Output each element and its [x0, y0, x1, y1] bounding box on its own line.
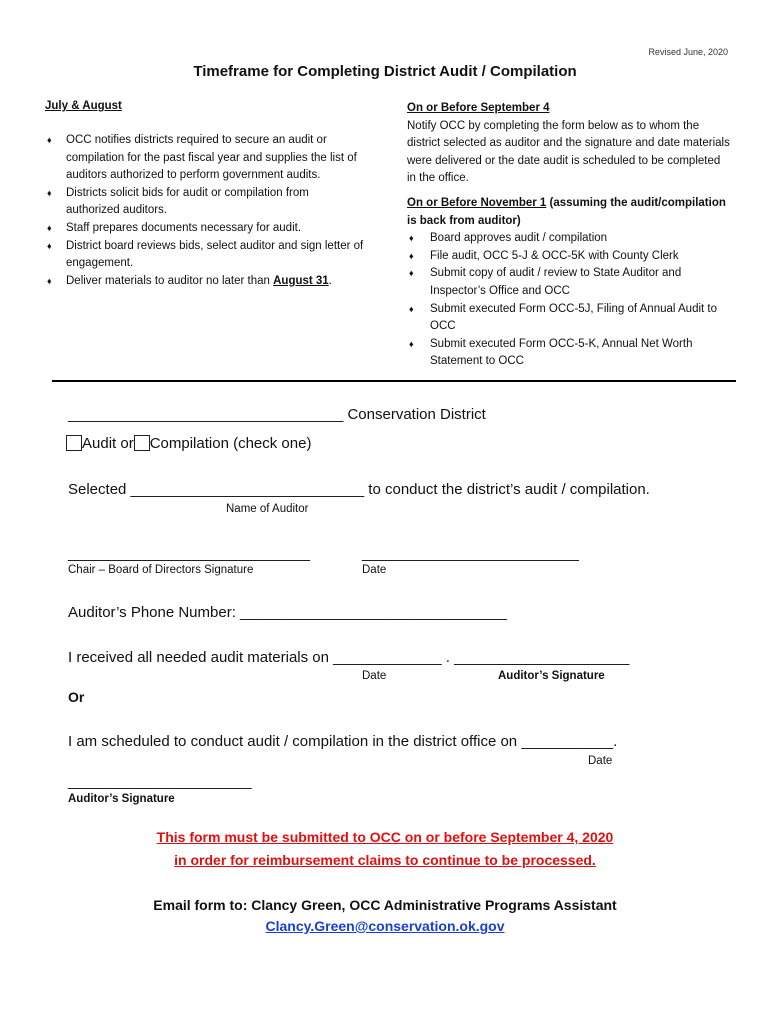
heading-2-date: On or Before November 1 [407, 196, 547, 209]
received-separator: . [441, 649, 455, 666]
phone-label: Auditor’s Phone Number: [68, 604, 241, 621]
list-item: ♦ Submit copy of audit / review to State Auditor and Inspector’s Office and OCC [407, 265, 732, 300]
list-item: ♦ Submit executed Form OCC-5J, Filing of Annual Audit to OCC [407, 301, 732, 336]
email-link[interactable]: Clancy.Green@conservation.ok.gov [265, 918, 505, 934]
email-instruction: Email form to: Clancy Green, OCC Administrative Programs Assistant [153, 897, 617, 913]
audit-checkbox[interactable] [66, 435, 82, 451]
list-item: ♦ Board approves audit / compilation [407, 230, 732, 248]
deadline-notice-line-2: in order for reimbursement claims to continue to be processed. [174, 852, 596, 868]
auditor-signature-label: Auditor’s Signature [68, 793, 175, 805]
scheduled-date-field[interactable]: ___________ [521, 733, 614, 750]
list-item: ♦ File audit, OCC 5-J & OCC-5K with County Clerk [407, 248, 732, 266]
list-item: ♦ Submit executed Form OCC-5-K, Annual Net Worth Statement to OCC [407, 336, 732, 371]
district-name-field[interactable]: _________________________________ [68, 406, 344, 423]
heading-2-rest: (assuming the audit/compilation is back from auditor) [407, 196, 726, 227]
deadline-notice-line-1: This form must be submitted to OCC on or before September 4, 2020 [156, 829, 614, 845]
right-heading-2 [407, 195, 732, 230]
chair-signature-label: Chair – Board of Directors Signature [68, 564, 254, 576]
chair-signature-field[interactable]: _____________________________ [68, 545, 310, 562]
auditor-name-field[interactable]: ____________________________ [130, 481, 365, 498]
list-item: ♦ District board reviews bids, select auditor and sign letter of engagement. [45, 238, 365, 273]
left-bullet-list [45, 132, 365, 290]
chair-date-label: Date [362, 564, 387, 576]
right-column [407, 100, 732, 371]
scheduled-end: . [613, 733, 618, 750]
deadline-date: August 31 [273, 274, 329, 287]
list-item: ♦ OCC notifies districts required to secure an audit or compilation for the past fiscal year and supplies the list of auditors authorized to perform government audits. [45, 132, 365, 185]
received-signature-label: Auditor’s Signature [498, 670, 605, 682]
list-item-text: Deliver materials to auditor no later than [66, 274, 270, 287]
list-item [45, 273, 365, 291]
name-of-auditor-label: Name of Auditor [226, 503, 309, 515]
compilation-checkbox[interactable] [134, 435, 150, 451]
type-row [66, 435, 311, 452]
or-label: Or [68, 689, 85, 705]
phone-row [68, 604, 507, 621]
left-heading: July & August [45, 100, 122, 112]
scheduled-date-label: Date [588, 755, 613, 767]
selected-prefix: Selected [68, 481, 131, 498]
received-date-label: Date [362, 670, 387, 682]
page-title: Timeframe for Completing District Audit / Compilation [193, 63, 577, 80]
chair-date-field[interactable]: __________________________ [362, 545, 579, 562]
left-column [45, 100, 365, 290]
received-signature-field[interactable]: _____________________ [454, 649, 630, 666]
scheduled-text: I am scheduled to conduct audit / compilation in the district office on [68, 733, 522, 750]
list-item: ♦ Staff prepares documents necessary for audit. [45, 220, 365, 238]
right-paragraph: Notify OCC by completing the form below as to whom the district selected as auditor and the signature and date materials were delivered or the date audit is scheduled to be completed in the office. [407, 119, 730, 185]
right-heading-1: On or Before September 4 [407, 102, 550, 114]
received-row [68, 649, 629, 666]
selected-suffix: to conduct the district’s audit / compilation. [364, 481, 650, 498]
selected-row [68, 481, 650, 498]
revised-date: Revised June, 2020 [648, 47, 728, 57]
section-divider [52, 380, 736, 382]
district-label: Conservation District [343, 406, 486, 423]
list-item-end: . [328, 274, 332, 287]
right-bullet-list [407, 230, 732, 371]
district-row [68, 406, 486, 423]
compilation-label: Compilation (check one) [149, 435, 312, 452]
phone-field[interactable]: ________________________________ [240, 604, 507, 621]
received-date-field[interactable]: _____________ [333, 649, 442, 666]
received-text: I received all needed audit materials on [68, 649, 334, 666]
auditor-signature-field[interactable]: ______________________ [68, 773, 252, 790]
scheduled-row [68, 733, 617, 750]
audit-label: Audit or [82, 435, 134, 452]
list-item: ♦ Districts solicit bids for audit or compilation from authorized auditors. [45, 185, 365, 220]
